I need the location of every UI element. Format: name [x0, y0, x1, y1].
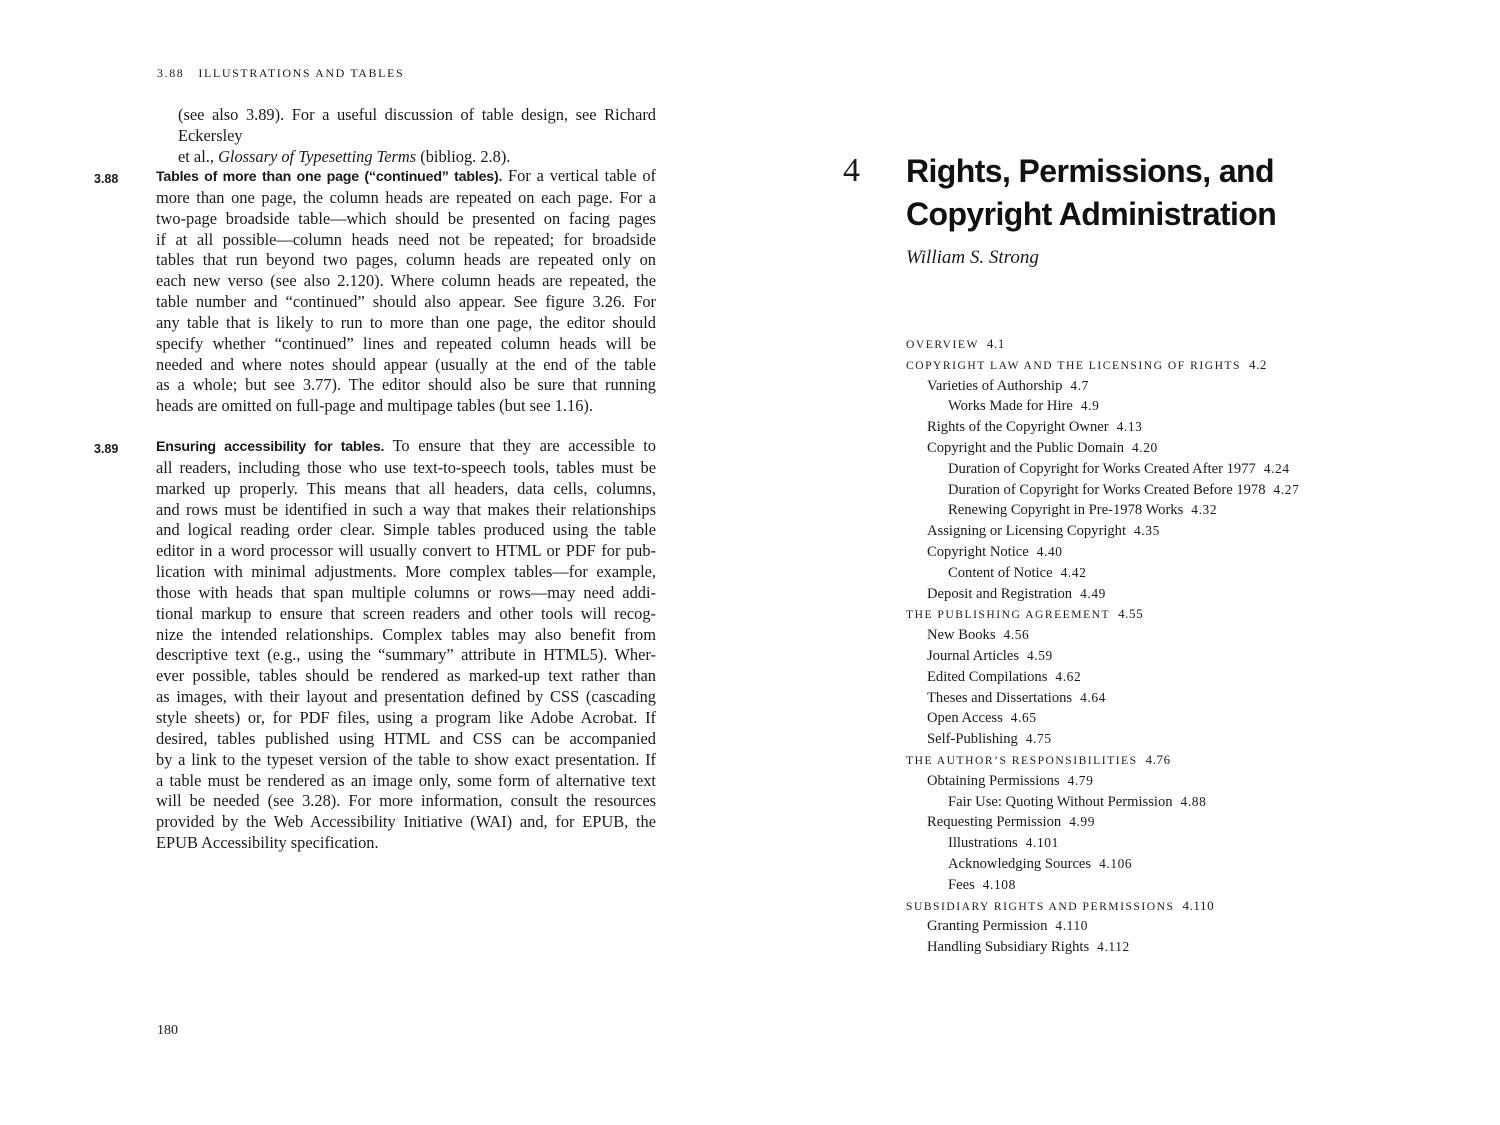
text-line	[156, 500, 656, 521]
toc-entry-number: 4.35	[1134, 523, 1160, 539]
toc-entry-label: Content of Notice	[948, 564, 1053, 581]
text-run: those with heads that span multiple columns or rows—may need addi-	[156, 582, 656, 602]
toc-entry-label: OVERVIEW	[906, 338, 979, 351]
text-line	[156, 833, 656, 854]
text-line	[156, 708, 656, 729]
text-line	[156, 334, 656, 355]
toc-entry	[906, 355, 1466, 376]
text-line	[156, 271, 656, 292]
toc-entry-number: 4.88	[1180, 793, 1207, 809]
toc-entry	[906, 396, 1466, 417]
text-line	[156, 436, 656, 458]
toc-entry-number: 4.13	[1116, 419, 1143, 435]
text-run: EPUB Accessibility specification.	[156, 833, 379, 853]
toc-entry-number: 4.1	[986, 336, 1005, 351]
toc-entry	[906, 542, 1466, 563]
chapter-author: William S. Strong	[906, 247, 1039, 268]
toc-entry	[906, 480, 1466, 501]
text-line	[156, 292, 656, 313]
text-run: descriptive text (e.g., using the “summary” attribute in HTML5). Wher-	[156, 645, 656, 665]
toc-entry-label: Illustrations	[948, 835, 1018, 852]
toc-entry-label: Duration of Copyright for Works Created After 1977	[948, 460, 1256, 477]
text-run: et al.,	[178, 146, 219, 166]
text-run: and logical reading order clear. Simple tables produced using the table	[156, 520, 656, 540]
text-line	[156, 250, 656, 271]
toc-entry-label: Handling Subsidiary Rights	[927, 939, 1090, 956]
toc-entry	[906, 854, 1466, 875]
page-number: 180	[157, 1023, 178, 1038]
toc-entry-number: 4.59	[1027, 647, 1053, 663]
toc-entry-label: Obtaining Permissions	[927, 772, 1060, 789]
text-run: ever possible, tables should be rendered as marked-up text rather than	[156, 666, 656, 686]
text-line	[156, 520, 656, 541]
text-run: two-page broadside table—which should be presented on facing pages	[156, 208, 656, 228]
text-line	[156, 625, 656, 646]
text-run: specify whether “continued” lines and repeated column heads will be	[156, 333, 656, 353]
section-title: Ensuring accessibility for tables.	[156, 439, 385, 455]
toc-entry	[906, 771, 1466, 792]
text-line	[156, 458, 656, 479]
toc-entry-number: 4.101	[1025, 835, 1059, 851]
toc-entry-label: Duration of Copyright for Works Created Before 1978	[948, 481, 1266, 498]
text-line: (see also 3.89). For a useful discussion of table design, see Richard Eckersley	[178, 105, 656, 145]
toc-entry-number: 4.42	[1060, 564, 1087, 580]
toc-entry-label: New Books	[927, 627, 996, 644]
toc-entry-label: Fair Use: Quoting Without Permission	[948, 793, 1173, 810]
toc-entry-number: 4.24	[1263, 460, 1290, 476]
text-line	[156, 375, 656, 396]
toc-entry-number: 4.55	[1118, 606, 1144, 622]
running-head-title: ILLUSTRATIONS AND TABLES	[198, 66, 405, 80]
chapter-title-line: Copyright Administration	[906, 196, 1277, 232]
text-run: as images, with their layout and presentation defined by CSS (cascading	[156, 687, 656, 707]
toc-entry	[906, 833, 1466, 854]
toc-entry-number: 4.108	[982, 876, 1016, 892]
toc-entry-label: Journal Articles	[927, 647, 1020, 664]
toc-entry	[906, 500, 1466, 521]
text-line	[156, 729, 656, 750]
toc-entry-label: Works Made for Hire	[948, 398, 1073, 415]
right-page	[750, 0, 1500, 1125]
toc-entry-label: Varieties of Authorship	[927, 377, 1063, 394]
toc-entry-label: Requesting Permission	[927, 814, 1062, 831]
text-run: tional markup to ensure that screen readers and other tools will recog-	[156, 603, 656, 623]
text-run: if at all possible—column heads need not be repeated; for broadside	[156, 229, 656, 249]
toc-entry-number: 4.7	[1070, 377, 1089, 393]
toc-entry	[906, 459, 1466, 480]
toc-entry-number: 4.112	[1097, 939, 1130, 955]
toc-entry	[906, 708, 1466, 729]
toc-entry-number: 4.62	[1055, 668, 1082, 684]
text-run: tables that run beyond two pages, column heads are repeated only on	[156, 250, 656, 270]
text-run: all readers, including those who use text-to-speech tools, tables must be	[156, 457, 656, 477]
toc-entry-label: Assigning or Licensing Copyright	[927, 523, 1127, 540]
toc-entry-label: Open Access	[927, 710, 1003, 727]
toc-entry-number: 4.65	[1010, 710, 1037, 726]
continued-paragraph	[178, 105, 656, 168]
toc-entry	[906, 667, 1466, 688]
toc-entry	[906, 646, 1466, 667]
toc-entry-number: 4.20	[1132, 439, 1158, 455]
toc-entry	[906, 750, 1466, 771]
text-run: as a whole; but see 3.77). The editor should also be sure that running	[156, 375, 656, 395]
toc-entry-label: Copyright and the Public Domain	[927, 439, 1124, 456]
book-title: Glossary of Typesetting Terms	[218, 146, 417, 166]
toc-entry	[906, 417, 1466, 438]
toc-entry	[906, 792, 1466, 813]
text-line	[156, 812, 656, 833]
text-line	[156, 313, 656, 334]
section-paragraph	[156, 436, 656, 854]
text-line	[156, 687, 656, 708]
text-line	[156, 562, 656, 583]
text-line	[156, 791, 656, 812]
text-run: by a link to the typeset version of the table to show exact presentation. If	[156, 749, 656, 769]
toc-entry-label: Rights of the Copyright Owner	[927, 419, 1109, 436]
text-run: more than one page, the column heads are repeated on each page. For a	[156, 187, 656, 207]
text-line	[156, 604, 656, 625]
text-line	[178, 147, 656, 168]
toc-entry	[906, 916, 1466, 937]
text-run: marked up properly. This means that all headers, data cells, columns,	[156, 478, 656, 498]
text-run: nize the intended relationships. Complex tables may also benefit from	[156, 624, 656, 644]
text-run: lication with minimal adjustments. More complex tables—for example,	[156, 562, 656, 582]
toc-entry-label: Deposit and Registration	[927, 585, 1073, 602]
text-run: To ensure that they are accessible to	[384, 436, 656, 455]
toc-entry-label: Self-Publishing	[927, 731, 1018, 748]
toc-entry	[906, 729, 1466, 750]
toc-entry	[906, 584, 1466, 605]
toc-entry-label: Theses and Dissertations	[927, 689, 1073, 706]
section-number: 3.89	[94, 442, 119, 456]
text-run: each new verso (see also 2.120). Where column heads are repeated, the	[156, 271, 656, 291]
toc-entry-number: 4.64	[1080, 689, 1106, 705]
text-run: (bibliog. 2.8).	[416, 146, 511, 166]
toc-entry	[906, 438, 1466, 459]
text-run: For a vertical table of	[502, 166, 656, 185]
section-title: Tables of more than one page (“continued” tables).	[156, 169, 503, 185]
text-run: and rows must be identified in such a way that makes their relationships	[156, 499, 656, 519]
toc-entry-number: 4.106	[1099, 855, 1133, 871]
toc-entry-number: 4.79	[1067, 772, 1094, 788]
text-line	[156, 750, 656, 771]
toc-entry-number: 4.9	[1080, 398, 1100, 414]
section-number: 3.88	[94, 172, 119, 186]
text-line	[156, 479, 656, 500]
text-line	[156, 166, 656, 188]
text-run: any table that is likely to run to more than one page, the editor should	[156, 312, 656, 332]
chapter-contents	[906, 334, 1466, 958]
toc-entry	[906, 688, 1466, 709]
toc-entry-number: 4.2	[1248, 356, 1268, 372]
toc-entry-number: 4.40	[1036, 543, 1063, 559]
text-line	[156, 541, 656, 562]
toc-entry	[906, 625, 1466, 646]
text-line	[156, 583, 656, 604]
toc-entry	[906, 896, 1466, 917]
section-paragraph	[156, 166, 656, 417]
toc-entry-label: SUBSIDIARY RIGHTS AND PERMISSIONS	[906, 899, 1175, 913]
toc-entry-label: Fees	[948, 876, 975, 893]
text-line	[156, 355, 656, 376]
running-head	[157, 66, 404, 81]
toc-entry-number: 4.32	[1191, 502, 1218, 518]
toc-entry	[906, 937, 1466, 958]
toc-entry-label: THE AUTHOR’S RESPONSIBILITIES	[906, 753, 1138, 767]
toc-entry	[906, 521, 1466, 542]
toc-entry	[906, 604, 1466, 625]
toc-entry-label: COPYRIGHT LAW AND THE LICENSING OF RIGHTS	[906, 358, 1241, 372]
text-run: a table must be rendered as an image only, some form of alternative text	[156, 770, 656, 790]
text-line	[156, 645, 656, 666]
toc-entry-label: Edited Compilations	[927, 668, 1048, 685]
text-run: editor in a word processor will usually convert to HTML or PDF for pub-	[156, 541, 656, 561]
toc-entry	[906, 875, 1466, 896]
running-head-section: 3.88	[157, 66, 185, 80]
toc-entry-label: Copyright Notice	[927, 543, 1029, 560]
toc-entry-number: 4.49	[1080, 585, 1106, 601]
text-line	[156, 209, 656, 230]
toc-entry-number: 4.56	[1003, 627, 1030, 643]
toc-entry-number: 4.110	[1055, 918, 1089, 934]
text-run: will be needed (see 3.28). For more information, consult the resources	[156, 791, 656, 811]
text-run: needed and where notes should appear (usually at the end of the table	[156, 354, 656, 374]
text-run: heads are omitted on full-page and multipage tables (but see 1.16).	[156, 396, 593, 416]
toc-entry-number: 4.110	[1182, 897, 1215, 913]
toc-entry-number: 4.27	[1273, 481, 1300, 497]
text-run: desired, tables published using HTML and CSS can be accompanied	[156, 728, 656, 748]
chapter-number: 4	[843, 152, 860, 189]
text-line	[156, 188, 656, 209]
text-run: provided by the Web Accessibility Initiative (WAI) and, for EPUB, the	[156, 812, 656, 832]
text-line	[156, 230, 656, 251]
toc-entry-label: THE PUBLISHING AGREEMENT	[906, 608, 1111, 622]
text-line	[156, 396, 656, 417]
text-run: table number and “continued” should also appear. See figure 3.26. For	[156, 292, 656, 312]
toc-entry	[906, 376, 1466, 397]
toc-entry-number: 4.99	[1069, 814, 1096, 830]
text-line	[156, 666, 656, 687]
chapter-title	[906, 150, 1426, 236]
text-line	[156, 771, 656, 792]
toc-entry	[906, 812, 1466, 833]
toc-entry-number: 4.75	[1025, 731, 1052, 747]
text-run: style sheets) or, for PDF files, using a program like Adobe Acrobat. If	[156, 707, 656, 727]
chapter-title-line: Rights, Permissions, and	[906, 153, 1274, 189]
toc-entry	[906, 563, 1466, 584]
toc-entry-number: 4.76	[1145, 751, 1171, 767]
toc-entry-label: Renewing Copyright in Pre-1978 Works	[948, 502, 1184, 519]
toc-entry	[906, 334, 1466, 355]
toc-entry-label: Acknowledging Sources	[948, 855, 1092, 872]
toc-entry-label: Granting Permission	[927, 918, 1048, 935]
